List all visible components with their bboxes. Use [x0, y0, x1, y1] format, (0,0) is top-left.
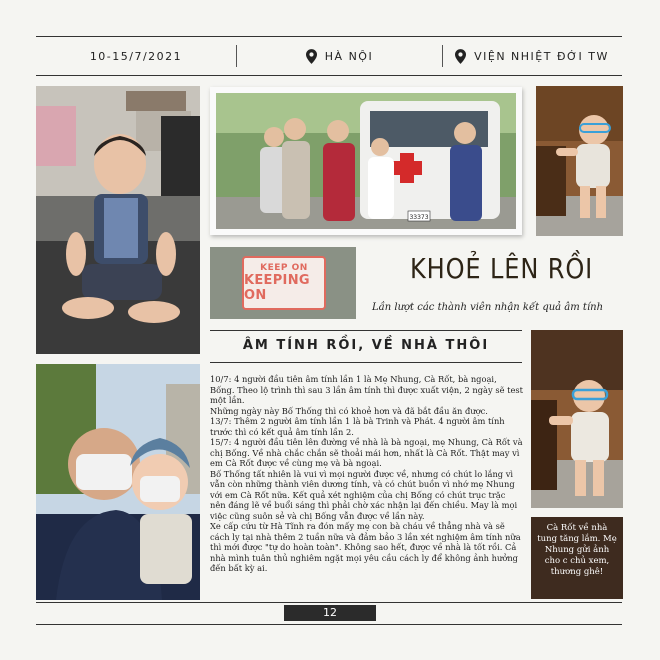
footer-bottom-rule [36, 624, 622, 625]
man-with-baby-photo [36, 364, 200, 600]
ambulance-group-photo [210, 87, 522, 235]
baby-glasses-photo-top [536, 86, 623, 236]
header-date: 10-15/7/2021 [89, 49, 183, 63]
keep-on-badge [242, 256, 326, 310]
article-paragraph: Những ngày này Bố Thống thì có khoẻ hơn và đã bắt đầu ăn được. [210, 405, 488, 416]
baby-glasses-photo-bottom [531, 330, 623, 508]
article-paragraph: 13/7: Thêm 2 người âm tính lần 1 là bà Trinh và Phát. 4 người âm tính trước thì có kết quả âm tính lần 2. [210, 416, 505, 437]
header-top-rule [36, 36, 622, 37]
badge-line-1: KEEP ON [260, 263, 308, 273]
heading-top-rule [210, 330, 522, 331]
article-paragraph: 10/7: 4 người đầu tiên âm tính lần 1 là Mẹ Nhung, Cà Rốt, bà ngoại, Bống. Theo lộ trình thì sau 3 lần âm tính thì được xuất viện, 2 ngày sẽ test một lần. [210, 374, 523, 405]
photo-caption: Cà Rốt về nhà tung tăng lắm. Mẹ Nhung gửi ảnh cho c chủ xem, thương ghê! [531, 517, 623, 599]
article-heading: ÂM TÍNH RỒI, VỀ NHÀ THÔI [242, 338, 490, 353]
footer-rule [36, 602, 622, 603]
page-title: KHOẺ LÊN RỒI [410, 252, 594, 285]
header-bottom-rule [36, 75, 622, 76]
header-location [237, 40, 442, 72]
organization-text: VIỆN NHIỆT ĐỚI TW [474, 49, 609, 63]
map-pin-icon [306, 49, 317, 64]
page-subtitle: Lần lượt các thành viên nhận kết quả âm tính [372, 302, 604, 313]
article-paragraph: Bố Thống tất nhiên là vui vì mọi người được về, nhưng có chút lo lắng vì vẫn còn những thành viên dương tính, và có chút buồn vì nhớ mẹ Nhung với em Cà Rốt nữa. Kết quả xét nghiệm của chị Bống có chút trục trặc nên đáng lẽ về buổi sáng thì phải chờ xác nhận lại đến chiều. May là mọi việc cũng suôn sẻ và chị Bống vẫn được về lần này. [210, 468, 518, 521]
van-plate-number: 33373 [409, 214, 429, 221]
heading-bottom-rule [210, 362, 522, 363]
header-organization [443, 40, 621, 72]
article-paragraph: Xe cấp cứu từ Hà Tĩnh ra đón mấy mẹ con bà cháu về thẳng nhà và sẽ cách ly tại nhà thêm 2 tuần nữa và đảm bảo 3 lần xét nghiệm âm tính nữa thì mới được "tự do hoàn toàn". Không sao hết, được về nhà là tốt rồi. Cả nhà mình tuân thủ nghiêm ngặt mọi yêu cầu cách ly để không ảnh hưởng đến bất kỳ ai. [210, 521, 521, 573]
page-number: 12 [284, 605, 376, 621]
article-body [210, 374, 523, 574]
badge-line-2: KEEPING ON [244, 273, 310, 303]
location-text: HÀ NỘI [324, 49, 374, 63]
article-paragraph: 15/7: 4 người đầu tiên lên đường về nhà là bà ngoại, mẹ Nhung, Cà Rốt và chị Bống. Về nhà chắc chắn sẽ thoải mái hơn, nhất là Cà Rốt. Thật may vì em Cà Rốt được về cùng mẹ và bà ngoại. [210, 437, 523, 468]
header-bar [36, 40, 622, 72]
map-pin-icon [455, 49, 466, 64]
baby-sitting-photo [36, 86, 200, 354]
